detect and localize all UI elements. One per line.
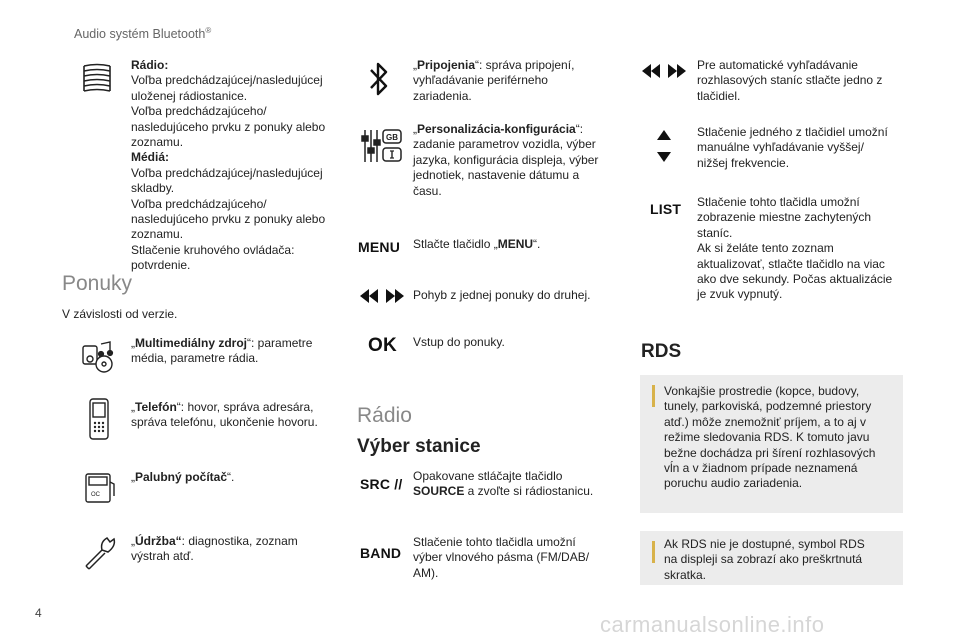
info-box-reception — [640, 375, 903, 513]
settings-sliders-icon — [360, 126, 404, 166]
up-down-arrows-icon — [654, 128, 674, 164]
section-title-ponuky: Ponuky — [62, 272, 133, 295]
menu-key-label: MENU — [358, 239, 401, 255]
ok-key-description: Vstup do ponuky. — [413, 335, 505, 349]
page-header: Audio systém Bluetooth® — [74, 26, 212, 42]
arrows-description: Pohyb z jednej ponuky do druhej. — [413, 288, 591, 302]
band-key-label: BAND — [360, 545, 402, 561]
menu-item-phone: „Telefón“: hovor, správa adresára, správa telefónu, ukončenie hovoru. — [131, 400, 318, 430]
section-title-radio: Rádio — [357, 404, 412, 427]
list-key-label: LIST — [650, 201, 682, 217]
ok-key-label: OK — [368, 335, 397, 356]
phone-icon — [84, 397, 114, 441]
info-marker — [652, 541, 655, 563]
menu-item-connections: „Pripojenia“: správa pripojení, vyhľadávanie periférneho zariadenia. — [413, 58, 575, 103]
seek-description: Pre automatické vyhľadávanie rozhlasových staníc stlačte jedno z tlačidiel. — [697, 58, 883, 103]
src-key-description: Opakovane stláčajte tlačidlo SOURCE a zvoľte si rádiostanicu. — [413, 469, 594, 499]
section-title-rds: RDS — [641, 341, 682, 362]
page-number: 4 — [35, 606, 42, 620]
seek-arrows-icon — [640, 62, 688, 80]
src-key-label: SRC // — [360, 476, 403, 492]
ponuky-subtitle: V závislosti od verzie. — [62, 307, 178, 321]
wrench-icon — [80, 532, 120, 572]
rotary-knob-icon — [80, 60, 114, 94]
info-marker — [652, 385, 655, 407]
menu-item-trip-computer: „Palubný počítač“. — [131, 470, 235, 484]
trip-computer-icon — [82, 472, 116, 504]
band-key-description: Stlačenie tohto tlačidla umožní výber vlnového pásma (FM/DAB/ AM). — [413, 535, 590, 580]
watermark: carmanualsonline.info — [600, 612, 825, 637]
manual-tuning-description: Stlačenie jedného z tlačidiel umožní manuálne vyhľadávanie vyššej/ nižšej frekvencie. — [697, 125, 888, 170]
menu-item-multimedia: „Multimediálny zdroj“: parametre média, parametre rádia. — [131, 336, 313, 366]
left-right-arrows-icon — [358, 287, 406, 305]
gb-label: GB — [386, 133, 398, 142]
list-key-description: Stlačenie tohto tlačidla umožní zobrazenie miestne zachytených staníc. Ak si želáte tento zoznam aktualizovať, stlačte tlačidlo na viac ako dve sekundy. Počas aktualizácie je zvuk vypnutý. — [697, 195, 893, 302]
menu-key-description: Stlačte tlačidlo „MENU“. — [413, 237, 541, 251]
bluetooth-icon — [364, 58, 394, 100]
radio-media-description: Rádio: Voľba predchádzajúcej/nasledujúcej uloženej rádiostanice. Voľba predchádzajúceho/ nasledujúceho prvku z ponuky alebo zoznamu. Médiá: Voľba predchádzajúcej/nasledujúcej skladby. Voľba predchádzajúceho/ nasledujúceho prvku z ponuky alebo zoznamu. Stlačenie kruhového ovládača: potvrdenie. — [131, 58, 326, 273]
multimedia-source-icon — [80, 338, 120, 374]
menu-item-maintenance: „Údržba“: diagnostika, zoznam výstrah atď. — [131, 534, 298, 564]
info-box-rds-text: Ak RDS nie je dostupné, symbol RDS na displeji sa zobrazí ako preškrtnutá skratka. — [664, 537, 865, 582]
section-title-station-select: Výber stanice — [357, 436, 481, 457]
info-box-reception-text: Vonkajšie prostredie (kopce, budovy, tunely, parkoviská, podzemné priestory atď.) môže znemožniť príjem, a to aj v režime sledovania RDS. K tomuto javu bežne dochádza pri šírení rozhlasových vĺn a v žiadnom prípade neznamená poruchu audio zariadenia. — [664, 384, 876, 491]
svg-text:OC: OC — [91, 492, 100, 498]
menu-item-personalization: „Personalizácia-konfigurácia“: zadanie parametrov vozidla, výber jazyka, konfigurácia displeja, výber jednotiek, nastavenie dátumu a času. — [413, 122, 599, 198]
info-box-rds-unavailable — [640, 531, 903, 585]
